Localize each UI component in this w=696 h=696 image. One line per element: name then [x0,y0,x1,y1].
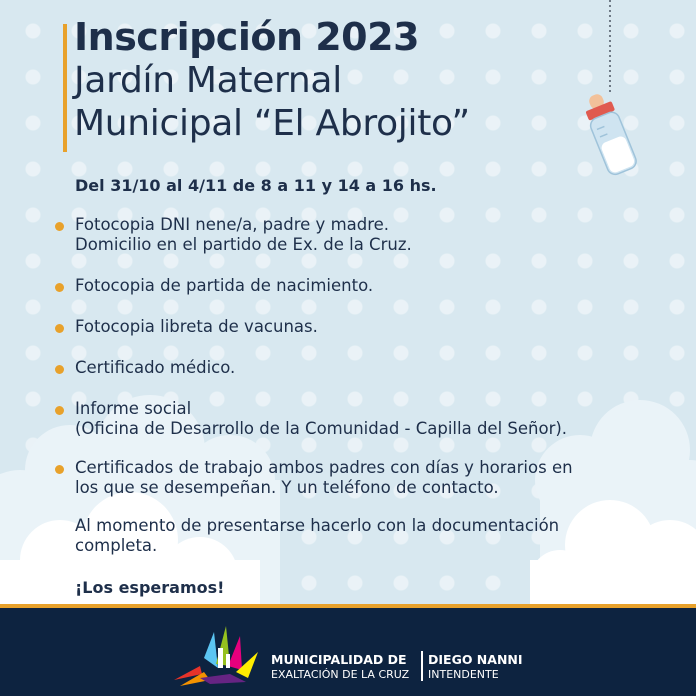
title-line-3: Municipal “El Abrojito” [74,103,470,144]
mayor-credit [428,654,523,680]
requirements-list [55,215,655,498]
list-item-text: Informe social [75,399,192,418]
municipality-logo [170,622,262,688]
org-line-1: MUNICIPALIDAD DE [271,652,407,667]
baby-bottle-icon [578,0,648,185]
list-item-text: los que se desempeñan. Y un teléfono de contacto. [75,478,499,497]
note-line: completa. [75,536,158,555]
list-item [55,215,655,255]
footer-divider [421,651,423,681]
org-line-2: EXALTACIÓN DE LA CRUZ [271,667,410,681]
mayor-name: DIEGO NANNI [428,652,523,667]
bullet-icon [55,283,64,292]
bullet-icon [55,365,64,374]
page-title [74,15,470,144]
list-item-text: Fotocopia DNI nene/a, padre y madre. [75,215,390,234]
title-accent-bar [63,24,67,152]
footer [0,604,696,696]
closing-message: ¡Los esperamos! [75,578,225,597]
bullet-icon [55,465,64,474]
list-item [55,276,655,296]
list-item [55,317,655,337]
list-item-text: Certificado médico. [75,358,236,377]
mayor-role: INTENDENTE [428,667,499,681]
title-line-1: Inscripción 2023 [74,15,420,59]
list-item-text: (Oficina de Desarrollo de la Comunidad - Capilla del Señor). [75,419,568,438]
schedule-dates: Del 31/10 al 4/11 de 8 a 11 y 14 a 16 hs. [75,176,437,195]
list-item-text: Domicilio en el partido de Ex. de la Cruz. [75,235,412,254]
title-line-2: Jardín Maternal [74,60,342,101]
list-item [55,399,655,439]
bullet-icon [55,406,64,415]
list-item-text: Fotocopia de partida de nacimiento. [75,276,374,295]
bullet-icon [55,324,64,333]
documentation-note [75,516,655,556]
list-item-text: Certificados de trabajo ambos padres con días y horarios en [75,458,573,477]
note-line: Al momento de presentarse hacerlo con la documentación [75,516,560,535]
list-item [55,458,655,498]
list-item-text: Fotocopia libreta de vacunas. [75,317,318,336]
municipality-name [271,654,409,680]
list-item [55,358,655,378]
bullet-icon [55,222,64,231]
